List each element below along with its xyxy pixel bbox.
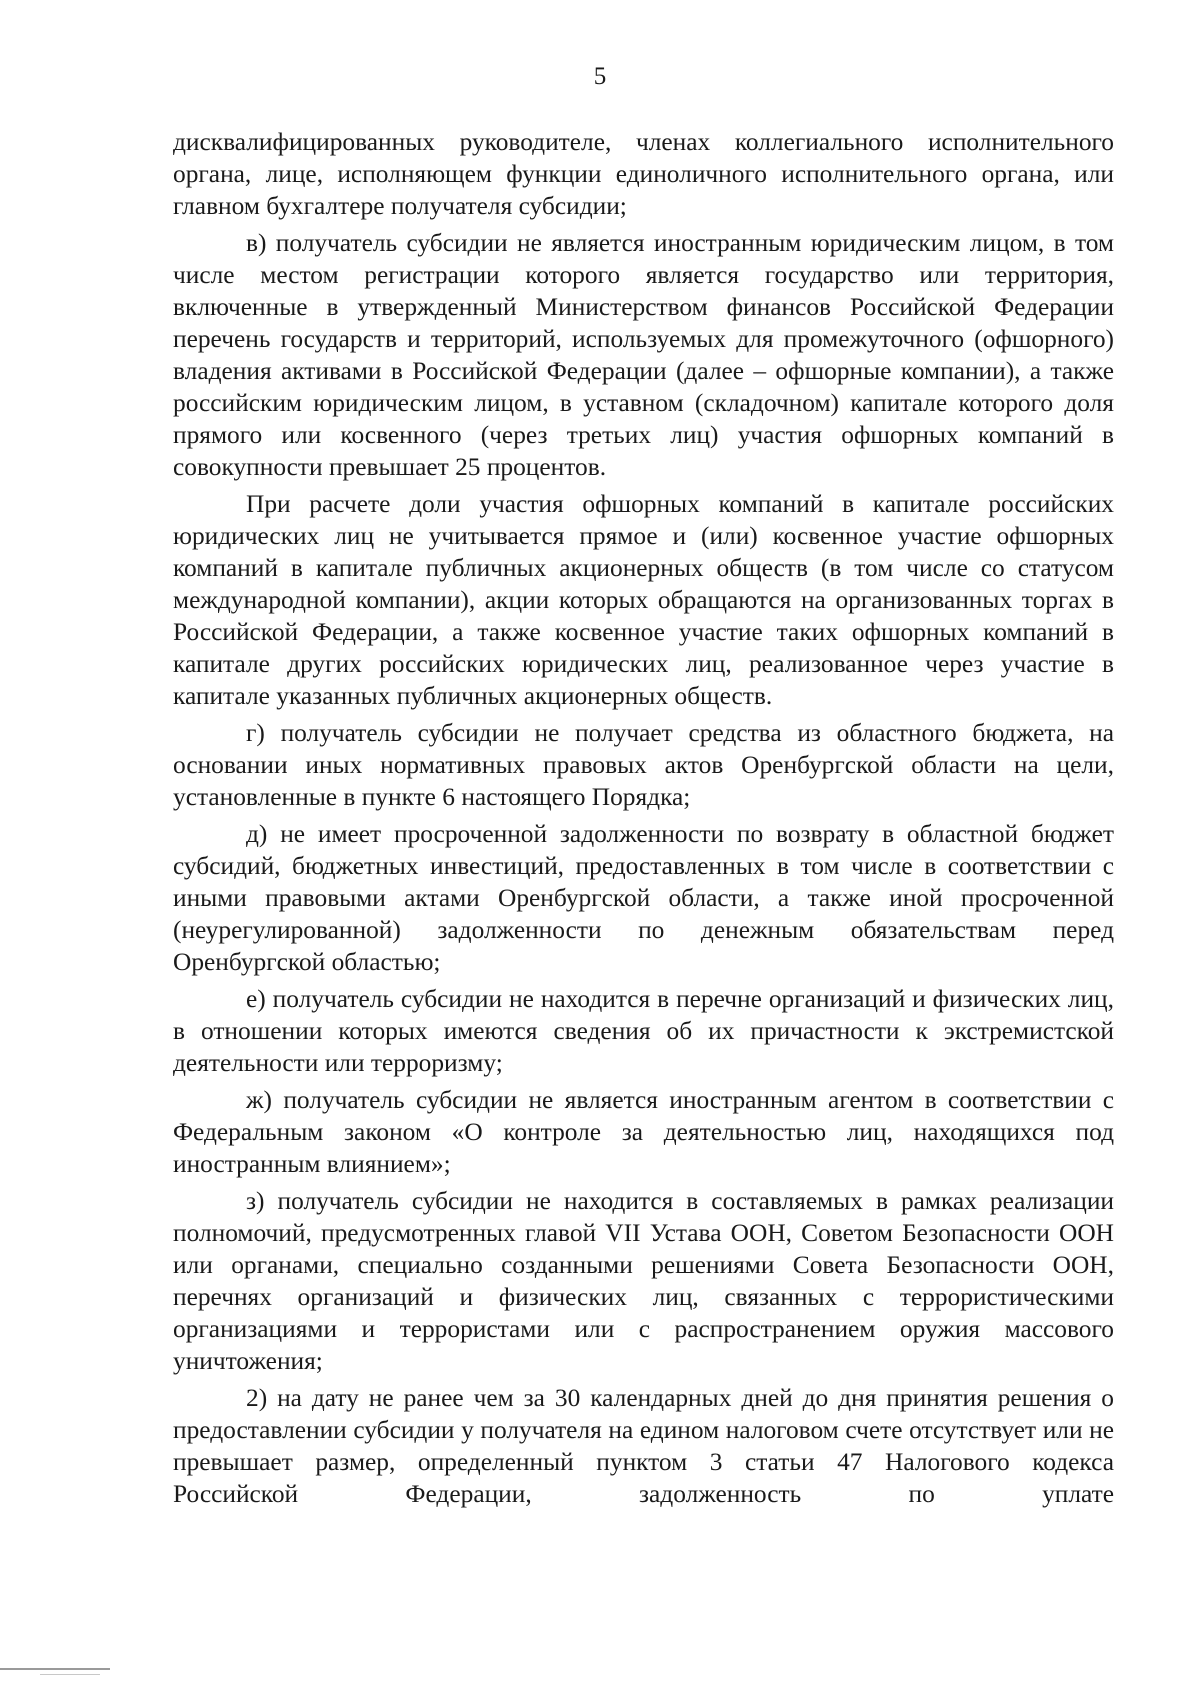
paragraph-item-e: е) получатель субсидии не находится в перечне организаций и физических лиц, в отношении которых имеются сведения об их причастности к экстремистской деятельности или терроризму; (173, 985, 1114, 1077)
paragraph-disqualified-continuation: дисквалифицированных руководителе, членах коллегиального исполнительного органа, лице, исполняющем функции единоличного исполнительного органа, или главном бухгалтере получателя субсидии; (173, 128, 1114, 220)
paragraph-item-d: д) не имеет просроченной задолженности по возврату в областной бюджет субсидий, бюджетных инвестиций, предоставленных в том числе в соответствии с иными правовыми актами Оренбургской области, а также иной просроченной (неурегулированной) задолженности по денежным обязательствам перед Оренбургской областью; (173, 820, 1114, 976)
paragraph-item-2: 2) на дату не ранее чем за 30 календарных дней до дня принятия решения о предоставлении субсидии у получателя на едином налоговом счете отсутствует или не превышает размер, определенный пунктом 3 статьи 47 Налогового кодекса Российской Федерации, задолженность по уплате (173, 1384, 1114, 1508)
page-number: 5 (593, 63, 607, 90)
paragraph-item-z: з) получатель субсидии не находится в составляемых в рамках реализации полномочий, предусмотренных главой VII Устава ООН, Советом Безопасности ООН или органами, специально созданными решениями Совета Безопасности ООН, перечнях организаций и физических лиц, связанных с террористическими организациями и террористами или с распространением оружия массового уничтожения; (173, 1187, 1114, 1375)
scan-edge-mark-secondary (40, 1674, 100, 1675)
paragraph-item-v: в) получатель субсидии не является иностранным юридическим лицом, в том числе местом регистрации которого является государство или территория, включенные в утвержденный Министерством финансов Российской Федерации перечень государств и территорий, используемых для промежуточного (офшорного) владения активами в Российской Федерации (далее – офшорные компании), а также российским юридическим лицом, в уставном (складочном) капитале которого доля прямого или косвенного (через третьих лиц) участия офшорных компаний в совокупности превышает 25 процентов. (173, 229, 1114, 481)
paragraph-item-g: г) получатель субсидии не получает средства из областного бюджета, на основании иных нормативных правовых актов Оренбургской области на цели, установленные в пункте 6 настоящего Порядка; (173, 719, 1114, 811)
paragraph-offshore-calculation: При расчете доли участия офшорных компаний в капитале российских юридических лиц не учитывается прямое и (или) косвенное участие офшорных компаний в капитале публичных акционерных обществ (в том числе со статусом международной компании), акции которых обращаются на организованных торгах в Российской Федерации, а также косвенное участие таких офшорных компаний в капитале других российских юридических лиц, реализованное через участие в капитале указанных публичных акционерных обществ. (173, 490, 1114, 710)
paragraph-item-zh: ж) получатель субсидии не является иностранным агентом в соответствии с Федеральным законом «О контроле за деятельностью лиц, находящихся под иностранным влиянием»; (173, 1086, 1114, 1178)
document-body (173, 126, 1114, 1515)
scan-edge-mark (0, 1668, 110, 1670)
